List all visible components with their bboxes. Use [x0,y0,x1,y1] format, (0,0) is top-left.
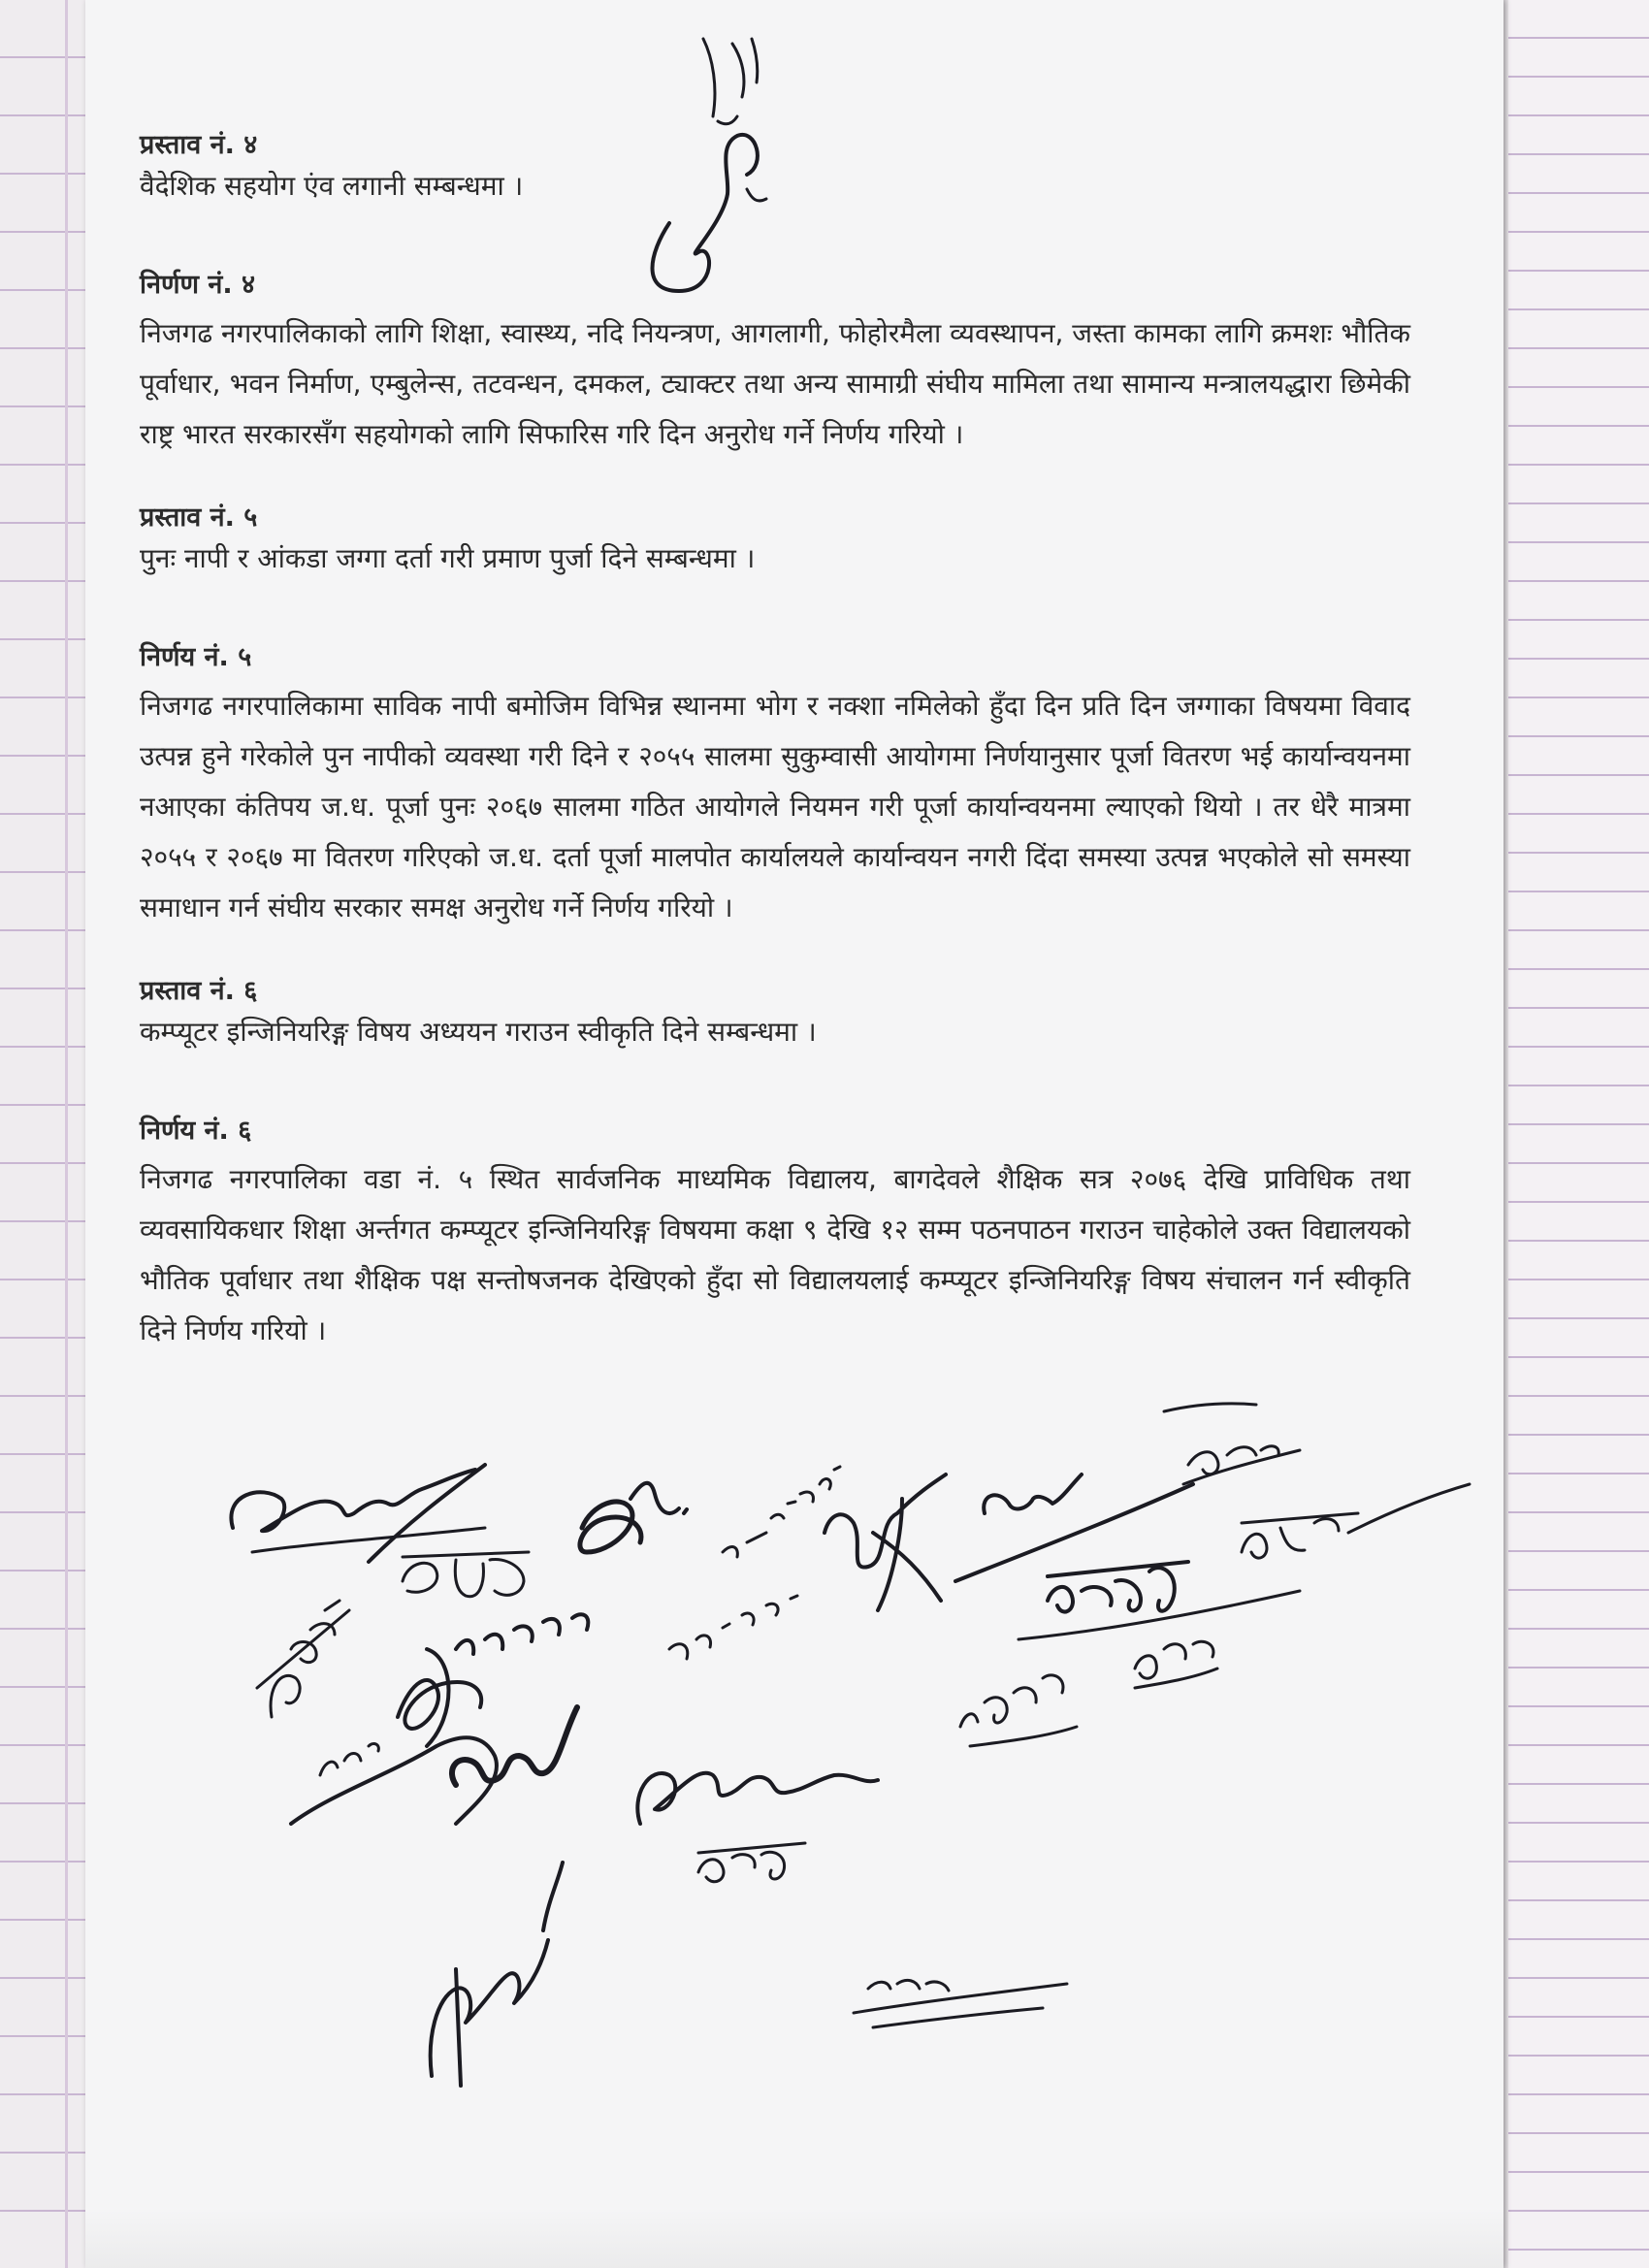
proposal-heading: प्रस्ताव नं. ६ [140,976,258,1006]
decision-text: निजगढ नगरपालिका वडा नं. ५ स्थित सार्वजनिक माध्यमिक विद्यालय, बागदेवले शैक्षिक सत्र २०७६ देखि प्राविधिक तथा व्यवसायिकधार शिक्षा अर्न्तगत कम्प्यूटर इन्जिनियरिङ्ग विषयमा कक्षा ९ देखि १२ सम्म पठनपाठन गराउन चाहेकोले उक्त विद्यालयको भौतिक पूर्वाधार तथा शैक्षिक पक्ष सन्तोषजनक देखिएको हुँदा सो विद्यालयलाई कम्प्यूटर इन्जिनियरिङ्ग विषय संचालन गर्न स्वीकृति दिने निर्णय गरियो । [140,1163,1410,1346]
proposal-block-5 [140,499,1410,933]
proposal-subject: पुनः नापी र आंकडा जग्गा दर्ता गरी प्रमाण पुर्जा दिने सम्बन्धमा । [140,542,756,574]
proposal-subject: वैदेशिक सहयोग एंव लगानी सम्बन्धमा । [140,170,524,202]
binder-right-ruled-edge [1499,0,1649,2268]
decision-heading: निर्णण नं. ४ [140,270,256,300]
decision-heading: निर्णय नं. ६ [140,1116,252,1146]
decision-text: निजगढ नगरपालिकाको लागि शिक्षा, स्वास्थ्य, नदि नियन्त्रण, आगलागी, फोहोरमैला व्यवस्थापन, जस्ता कामका लागि क्रमशः भौतिक पूर्वाधार, भवन निर्माण, एम्बुलेन्स, तटवन्धन, दमकल, ट्याक्टर तथा अन्य सामाग्री संघीय मामिला तथा सामान्य मन्त्रालयद्धारा छिमेकी राष्ट्र भारत सरकारसँग सहयोगको लागि सिफारिस गरि दिन अनुरोध गर्ने निर्णय गरियो । [140,317,1410,450]
proposal-heading: प्रस्ताव नं. ४ [140,130,258,160]
proposal-block-6 [140,972,1410,1356]
decision-heading: निर्णय नं. ५ [140,642,252,672]
binder-left-ruled-edge [0,0,85,2268]
proposal-block-4 [140,126,1410,460]
proposal-heading: प्रस्ताव नं. ५ [140,502,258,533]
minutes-body [140,126,1410,1395]
proposal-subject: कम्प्यूटर इन्जिनियरिङ्ग विषय अध्ययन गराउन स्वीकृति दिने सम्बन्धमा । [140,1016,817,1048]
decision-text: निजगढ नगरपालिकामा साविक नापी बमोजिम विभिन्न स्थानमा भोग र नक्शा नमिलेको हुँदा दिन प्रति दिन जग्गाका विषयमा विवाद उत्पन्न हुने गरेकोले पुन नापीको व्यवस्था गरी दिने र २०५५ सालमा सुकुम्वासी आयोगमा निर्णयानुसार पूर्जा वितरण भई कार्यान्वयनमा नआएका कंतिपय ज.ध. पूर्जा पुनः २०६७ सालमा गठित आयोगले नियमन गरी पूर्जा कार्यान्वयनमा ल्याएको थियो । तर धेरै मात्रमा २०५५ र २०६७ मा वितरण गरिएको ज.ध. दर्ता पूर्जा मालपोत कार्यालयले कार्यान्वयन नगरी दिंदा समस्या उत्पन्न भएकोले सो समस्या समाधान गर्न संघीय सरकार समक्ष अनुरोध गर्ने निर्णय गरियो । [140,690,1410,923]
